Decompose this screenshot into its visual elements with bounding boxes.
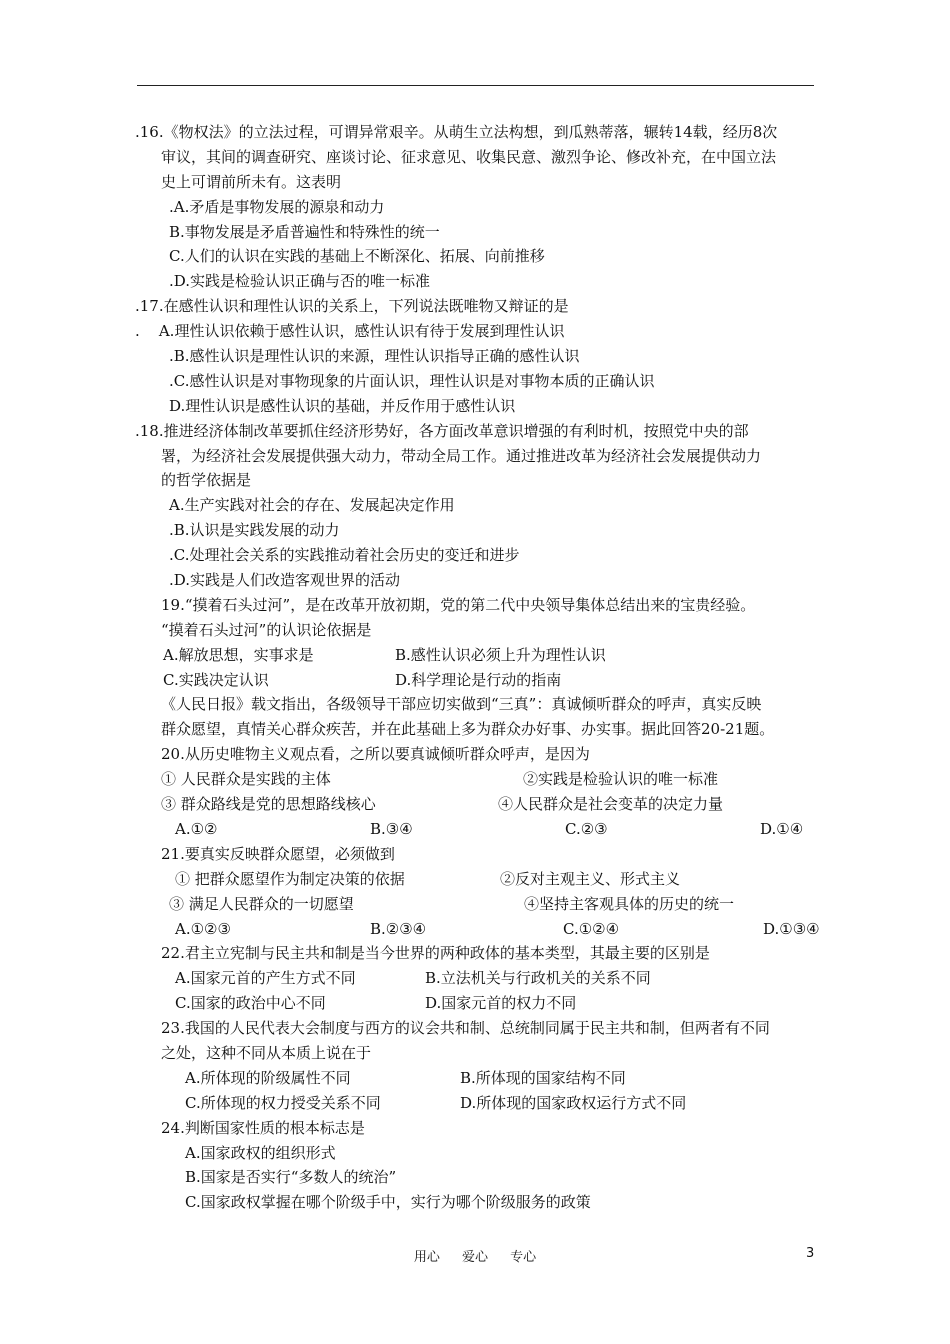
question-stem-cont: 之处，这种不同从本质上说在于	[161, 1043, 372, 1062]
question-17	[135, 294, 825, 418]
option-b: B.事物发展是矛盾普遍性和特殊性的统一	[169, 222, 440, 241]
question-22	[135, 941, 825, 1016]
option-a: A.①②③	[175, 919, 231, 938]
question-stem-cont: 审议，其间的调查研究、座谈讨论、征求意见、收集民意、激烈争论、修改补充，在中国立法	[161, 147, 777, 166]
option-b: .B.感性认识是理性认识的来源，理性认识指导正确的感性认识	[169, 347, 580, 366]
question-stem: .17.在感性认识和理性认识的关系上，下列说法既唯物又辩证的是	[135, 297, 569, 316]
question-18	[135, 419, 825, 593]
question-19	[135, 593, 825, 693]
option-b: B.国家是否实行“多数人的统治”	[185, 1168, 397, 1187]
option-row	[135, 643, 825, 668]
statement-row	[135, 867, 825, 892]
option-c: C.所体现的权力授受关系不同	[185, 1093, 381, 1112]
statement-row	[135, 792, 825, 817]
question-stem-cont: 史上可谓前所未有。这表明	[161, 172, 342, 191]
question-stem: .18.推进经济体制改革要抓住经济形势好，各方面改革意识增强的有利时机，按照党中央的部	[135, 421, 749, 440]
material-intro	[135, 692, 825, 742]
question-stem: 21.要真实反映群众愿望，必须做到	[161, 844, 395, 863]
option-d: D.①③④	[763, 919, 820, 938]
option-b: B.②③④	[370, 919, 427, 938]
statement-4: ④坚持主客观具体的历史的统一	[524, 894, 735, 913]
footer-text: 专心	[510, 1250, 537, 1265]
statement-1: ① 人民群众是实践的主体	[161, 770, 331, 789]
option-a: A.解放思想，实事求是	[163, 645, 314, 664]
option-c: .C.处理社会关系的实践推动着社会历史的变迁和进步	[169, 546, 520, 565]
option-c: C.人们的认识在实践的基础上不断深化、拓展、向前推移	[169, 247, 545, 266]
header-rule	[137, 85, 814, 86]
option-d: D.所体现的国家政权运行方式不同	[460, 1093, 687, 1112]
question-stem: 22.君主立宪制与民主共和制是当今世界的两种政体的基本类型，其最主要的区别是	[161, 944, 710, 963]
question-stem: .16.《物权法》的立法过程，可谓异常艰辛。从萌生立法构想，到瓜熟蒂落，辗转14载，经历8次	[135, 123, 778, 141]
question-stem: 24.判断国家性质的根本标志是	[161, 1118, 365, 1137]
option-d: D.科学理论是行动的指南	[395, 670, 562, 689]
statement-row	[135, 767, 825, 792]
question-stem: 19.“摸着石头过河”，是在改革开放初期，党的第二代中央领导集体总结出来的宝贵经验。	[161, 595, 756, 614]
question-stem-cont: 署，为经济社会发展提供强大动力，带动全局工作。通过推进改革为经济社会发展提供动力	[161, 446, 762, 465]
page-number: 3	[806, 1246, 815, 1261]
intro-line: 群众愿望，真情关心群众疾苦，并在此基础上多为群众办好事、办实事。据此回答20-21题。	[161, 720, 775, 739]
statement-row	[135, 892, 825, 917]
question-stem-cont: 的哲学依据是	[161, 471, 252, 490]
question-23	[135, 1016, 825, 1116]
footer-text: 用心	[413, 1250, 440, 1265]
question-list	[135, 120, 825, 1215]
question-stem-cont: “摸着石头过河”的认识论依据是	[161, 620, 372, 639]
option-a: A.国家元首的产生方式不同	[175, 969, 356, 988]
option-c: C.②③	[565, 819, 608, 838]
option-c: C.国家的政治中心不同	[175, 994, 326, 1013]
option-b: B.③④	[370, 819, 413, 838]
option-row	[135, 1091, 825, 1116]
option-d: D.①④	[760, 819, 804, 838]
statement-4: ④人民群众是社会变革的决定力量	[498, 795, 724, 814]
option-row	[135, 817, 825, 842]
question-24	[135, 1116, 825, 1216]
option-c: C.实践决定认识	[163, 670, 269, 689]
statement-2: ②反对主观主义、形式主义	[500, 869, 681, 888]
option-c: C.①②④	[563, 919, 620, 938]
option-b: B.感性认识必须上升为理性认识	[395, 645, 606, 664]
option-row	[135, 966, 825, 991]
intro-line: 《人民日报》载文指出，各级领导干部应切实做到“三真”：真诚倾听群众的呼声，真实反映	[161, 695, 762, 714]
option-c: .C.感性认识是对事物现象的片面认识，理性认识是对事物本质的正确认识	[169, 371, 655, 390]
option-b: B.所体现的国家结构不同	[460, 1068, 626, 1087]
option-d: D.理性认识是感性认识的基础，并反作用于感性认识	[169, 396, 516, 415]
option-a: A.所体现的阶级属性不同	[185, 1068, 351, 1087]
footer-text: 爱心	[461, 1250, 488, 1265]
option-b: B.立法机关与行政机关的关系不同	[425, 969, 651, 988]
statement-2: ②实践是检验认识的唯一标准	[523, 770, 719, 789]
question-21	[135, 842, 825, 942]
option-row	[135, 991, 825, 1016]
question-16	[135, 120, 825, 294]
option-a: A.生产实践对社会的存在、发展起决定作用	[169, 496, 455, 515]
statement-3: ③ 满足人民群众的一切愿望	[169, 894, 354, 913]
statement-3: ③ 群众路线是党的思想路线核心	[161, 795, 376, 814]
option-a: A.国家政权的组织形式	[185, 1143, 336, 1162]
option-b: .B.认识是实践发展的动力	[169, 521, 340, 540]
option-row	[135, 917, 825, 942]
option-d: .D.实践是人们改造客观世界的活动	[169, 571, 401, 590]
question-stem: 23.我国的人民代表大会制度与西方的议会共和制、总统制同属于民主共和制，但两者有不同	[161, 1019, 770, 1038]
question-20	[135, 742, 825, 842]
option-a: . A.理性认识依赖于感性认识，感性认识有待于发展到理性认识	[135, 322, 565, 341]
option-d: D.国家元首的权力不同	[425, 994, 577, 1013]
option-row	[135, 668, 825, 693]
question-stem: 20.从历史唯物主义观点看，之所以要真诚倾听群众呼声，是因为	[161, 745, 590, 764]
option-row	[135, 1066, 825, 1091]
statement-1: ① 把群众愿望作为制定决策的依据	[175, 869, 405, 888]
option-a: .A.矛盾是事物发展的源泉和动力	[169, 197, 385, 216]
option-a: A.①②	[175, 819, 218, 838]
option-c: C.国家政权掌握在哪个阶级手中，实行为哪个阶级服务的政策	[185, 1193, 591, 1212]
option-d: .D.实践是检验认识正确与否的唯一标准	[169, 272, 431, 291]
